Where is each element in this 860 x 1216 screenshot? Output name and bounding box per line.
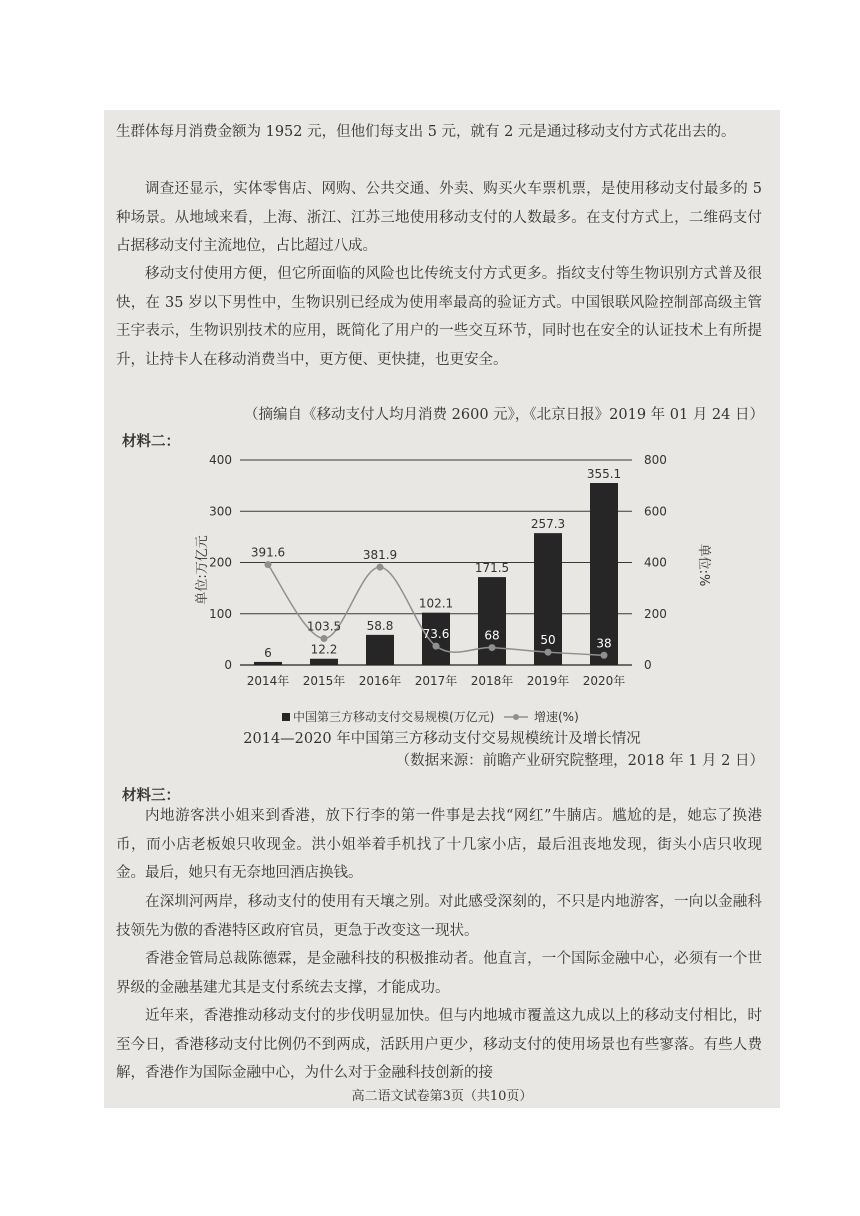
growth-point (265, 561, 272, 568)
growth-value-label: 50 (540, 633, 556, 648)
growth-value-label: 103.5 (306, 619, 342, 634)
bar-value-label: 12.2 (310, 642, 338, 657)
growth-point (601, 652, 608, 659)
legend-bar-label: 中国第三方移动支付交易规模(万亿元) (293, 710, 495, 724)
legend (282, 709, 579, 724)
growth-value-label: 68 (484, 628, 500, 643)
growth-point (489, 644, 496, 651)
y-left-tick-label: 0 (224, 658, 232, 672)
legend-line-label: 增速(%) (534, 710, 579, 724)
material2-heading: 材料二： (122, 434, 180, 450)
y-left-tick-label: 200 (209, 555, 232, 570)
transaction-chart (104, 450, 780, 765)
chart-caption: 2014—2020 年中国第三方移动支付交易规模统计及增长情况 (243, 731, 641, 747)
material2-source: （数据来源：前瞻产业研究院整理，2018 年 1 月 2 日） (395, 753, 764, 769)
y-axis-left-label: 单位:万亿元 (195, 535, 210, 605)
growth-point (321, 635, 328, 642)
x-tick-label: 2019年 (526, 674, 570, 688)
material3-heading: 材料三： (122, 788, 180, 804)
bar-value-label: 355.1 (586, 467, 622, 482)
y-right-tick-label: 0 (644, 658, 652, 672)
y-right-tick-label: 800 (644, 453, 667, 467)
bar-value-label: 58.8 (366, 618, 394, 633)
x-tick-label: 2015年 (302, 674, 346, 688)
x-tick-label: 2016年 (358, 674, 402, 688)
material3-paragraph-4: 近年来，香港推动移动支付的步伐明显加快。但与内地城市覆盖这九成以上的移动支付相比，时至今日，香港移动支付比例仍不到两成，活跃用户更少，移动支付的使用场景也有些寥落。有些人费解，香港作为国际金融中心，为什么对于金融科技创新的接 (116, 1008, 762, 1081)
y-left-tick-label: 100 (209, 606, 232, 621)
bar (478, 577, 506, 665)
bar (366, 635, 394, 665)
growth-value-label: 73.6 (422, 627, 450, 642)
x-tick-label: 2014年 (246, 674, 290, 688)
material1-source: （摘编自《移动支付人均月消费 2600 元》，《北京日报》2019 年 01 月 24 日） (244, 407, 764, 423)
page-footer: 高二语文试卷第3页（共10页） (351, 1089, 533, 1104)
material3-paragraph-1: 内地游客洪小姐来到香港，放下行李的第一件事是去找“网红”牛腩店。尴尬的是，她忘了换港币，而小店老板娘只收现金。洪小姐举着手机找了十几家小店，最后沮丧地发现，街头小店只收现金。最后，她只有无奈地回酒店换钱。 (116, 808, 762, 881)
y-left-tick-label: 300 (209, 504, 232, 519)
growth-value-label: 38 (596, 636, 612, 651)
legend-line-marker (513, 714, 519, 720)
bar-value-label: 257.3 (530, 517, 566, 532)
y-right-tick-label: 200 (644, 606, 667, 621)
exam-page (104, 110, 780, 1108)
x-tick-label: 2017年 (414, 674, 458, 688)
material1-paragraph-3: 移动支付使用方便，但它所面临的风险也比传统支付方式更多。指纹支付等生物识别方式普及很快，在 35 岁以下男性中，生物识别已经成为使用率最高的验证方式。中国银联风险控制部高级主管王宇表示，生物识别技术的应用，既简化了用户的一些交互环节，同时也在安全的认证技术上有所提升，让持卡人在移动消费当中，更方便、更快捷，也更安全。 (116, 266, 762, 368)
bar (310, 659, 338, 665)
growth-value-label: 381.9 (362, 548, 398, 563)
y-right-tick-label: 600 (644, 504, 667, 519)
y-right-tick-label: 400 (644, 555, 667, 570)
growth-point (377, 564, 384, 571)
growth-point (545, 649, 552, 656)
material1-paragraph-1: 生群体每月消费金额为 1952 元，但他们每支出 5 元，就有 2 元是通过移动支付方式花出去的。 (116, 124, 736, 140)
legend-bar-swatch (282, 713, 290, 721)
material3-paragraph-2: 在深圳河两岸，移动支付的使用有天壤之别。对此感受深刻的，不只是内地游客，一向以金融科技领先为傲的香港特区政府官员，更急于改变这一现状。 (116, 894, 762, 939)
y-left-tick-label: 400 (209, 453, 232, 467)
growth-value-label: 391.6 (250, 545, 286, 560)
y-axis-right-label: 单位:% (696, 543, 711, 587)
bar-value-label: 102.1 (418, 596, 454, 611)
x-tick-label: 2018年 (470, 674, 514, 688)
bar-value-label: 171.5 (474, 561, 510, 576)
bar-value-label: 6 (264, 645, 272, 660)
material1-paragraph-2: 调查还显示，实体零售店、网购、公共交通、外卖、购买火车票机票，是使用移动支付最多的 5 种场景。从地域来看，上海、浙江、江苏三地使用移动支付的人数最多。在支付方式上，二维码支付占据移动支付主流地位，占比超过八成。 (116, 181, 762, 254)
growth-point (433, 643, 440, 650)
x-tick-label: 2020年 (582, 674, 626, 688)
material3-paragraph-3: 香港金管局总裁陈德霖，是金融科技的积极推动者。他直言，一个国际金融中心，必须有一个世界级的金融基建尤其是支付系统去支撑，才能成功。 (116, 951, 762, 996)
